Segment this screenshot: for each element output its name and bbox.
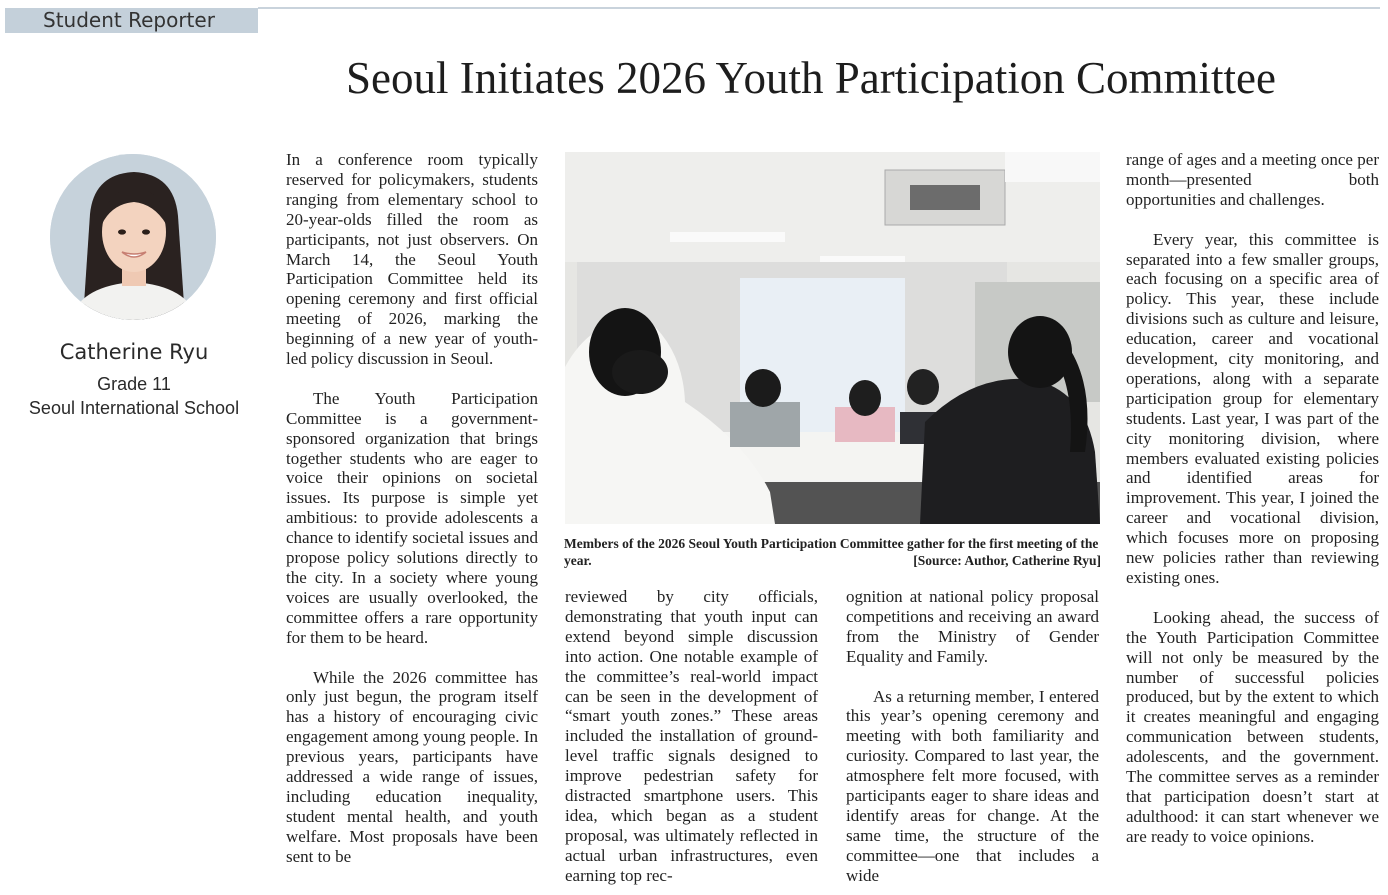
caption-text: Members of the 2026 Seoul Youth Participation Committee gather for the first meeting of the year.: [564, 536, 1099, 568]
author-portrait-illustration: [50, 154, 216, 320]
paragraph: As a returning member, I entered this year’s opening ceremony and meeting with both familiarity and curiosity. Compared to last year, the atmosphere felt more focused, with participants eager to share ideas and identify areas for change. At the same time, the structure of the committee—one that includes a wide: [846, 686, 1099, 885]
photo-caption: [564, 535, 1101, 569]
article-column-2: [565, 587, 818, 886]
author-grade: Grade 11: [97, 374, 171, 394]
section-tag: Student Reporter: [5, 8, 258, 33]
headline: Seoul Initiates 2026 Youth Participation Committee: [346, 53, 1276, 103]
caption-source: [Source: Author, Catherine Ryu]: [913, 553, 1101, 568]
paragraph: range of ages and a meeting once per month—presented both opportunities and challenges.: [1126, 150, 1379, 209]
article-photo: [565, 152, 1100, 524]
paragraph: The Youth Participation Committee is a government-sponsored organization that brings together students who are eager to voice their opinions on societal issues. Its purpose is simple yet ambitious: to provide adolescents a chance to identify societal issues and propose policy solutions directly to the city. In a society where young voices are usually overlooked, the committee offers a rare opportunity for them to be heard.: [286, 388, 538, 647]
article-column-1: [286, 150, 538, 867]
header-rule: [258, 7, 1380, 9]
paragraph: ognition at national policy proposal competitions and receiving an award from the Ministry of Gender Equality and Family.: [846, 587, 1099, 666]
paragraph: While the 2026 committee has only just begun, the program itself has a history of encouraging civic engagement among young people. In previous years, participants have addressed a wide range of issues, including education inequality, student mental health, and youth welfare. Most proposals have been sent to be: [286, 667, 538, 866]
author-photo: [50, 154, 216, 320]
paragraph: reviewed by city officials, demonstrating that youth input can extend beyond simple discussion into action. One notable example of the committee’s real-world impact can be seen in the development of “smart youth zones.” These areas included the installation of ground-level traffic signals designed to improve pedestrian safety for distracted smartphone users. This idea, which began as a student proposal, was ultimately reflected in actual urban infrastructures, even earning top rec-: [565, 587, 818, 885]
paragraph: In a conference room typically reserved for policymakers, students ranging from elementary school to 20-year-olds filled the room as participants, not just observers. On March 14, the Seoul Youth Participation Committee held its opening ceremony and first official meeting of 2026, marking the beginning of a new year of youth-led policy discussion in Seoul.: [286, 150, 538, 369]
author-name: Catherine Ryu: [59, 340, 209, 364]
article-column-4: [1126, 150, 1379, 847]
article-column-3: [846, 587, 1099, 886]
paragraph: Looking ahead, the success of the Youth Participation Committee will not only be measured by the number of successful policies produced, but by the extent to which it creates meaningful and engaging communication between students, adolescents, and the government. The committee serves as a reminder that participation doesn’t start at adulthood: it can start whenever we are ready to voice opinions.: [1126, 607, 1379, 846]
paragraph: Every year, this committee is separated into a few smaller groups, each focusing on a specific area of policy. This year, these include divisions such as culture and leisure, education, career and vocational development, city monitoring, and operations, along with a separate participation group for elementary students. Last year, I was part of the city monitoring division, where members evaluated existing policies and identified areas for improvement. This year, I joined the career and vocational division, which focuses more on proposing new policies rather than reviewing existing ones.: [1126, 229, 1379, 588]
meeting-room-photo-illustration: [565, 152, 1100, 524]
author-school: Seoul International School: [28, 398, 240, 418]
